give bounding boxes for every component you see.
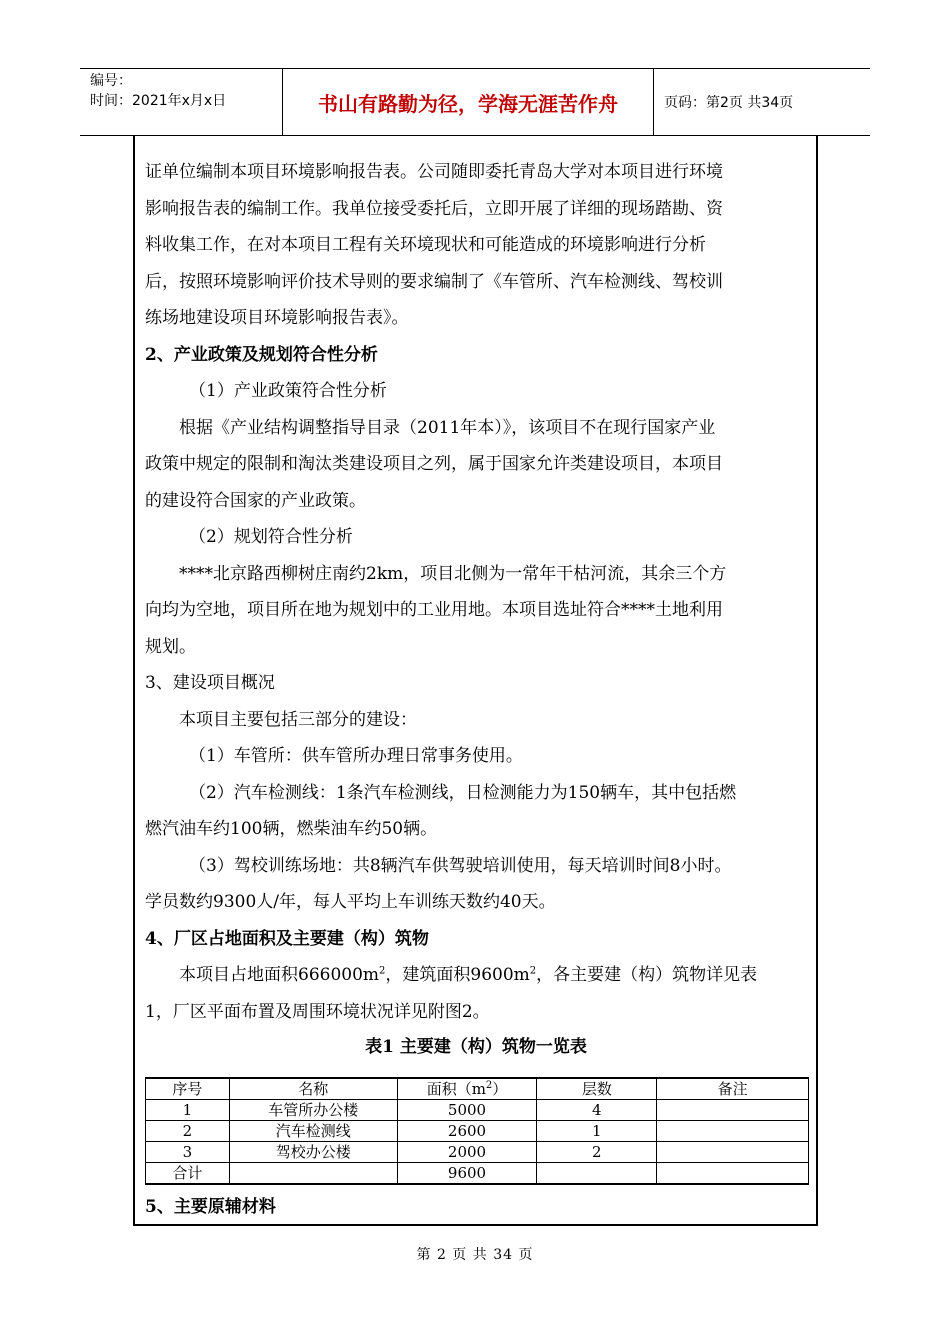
table-row [146,1100,809,1121]
body-line: （3）驾校训练场地：共8辆汽车供驾驶培训使用，每天培训时间8小时。 [189,855,732,876]
cell-index: 3 [146,1142,230,1163]
content-frame [133,136,818,1226]
table-row [146,1142,809,1163]
page-header [80,68,870,136]
cell-index: 1 [146,1100,230,1121]
cell-area: 2600 [397,1121,537,1142]
cell-remark [657,1142,809,1163]
header-meta [80,69,282,135]
cell-remark [657,1163,809,1185]
body-line: 料收集工作，在对本项目工程有关环境现状和可能造成的环境影响进行分析 [145,235,706,255]
table-total-row [146,1163,809,1185]
body-line: 练场地建设项目环境影响报告表》。 [145,308,409,328]
section-heading: 4、厂区占地面积及主要建（构）筑物 [145,928,429,949]
body-line: 规划。 [145,636,196,657]
col-header-floors: 层数 [537,1078,657,1100]
cell-floors: 2 [537,1142,657,1163]
cell-index: 2 [146,1121,230,1142]
body-line: 学员数约9300人/年，每人平均上车训练天数约40天。 [145,892,556,912]
body-line: 向均为空地，项目所在地为规划中的工业用地。本项目选址符合****土地利用 [145,600,723,620]
cell-area: 5000 [397,1100,537,1121]
document-body [145,154,807,1064]
cell-name: 车管所办公楼 [229,1100,397,1121]
body-line: 的建设符合国家的产业政策。 [145,490,366,511]
col-header-remark: 备注 [657,1078,809,1100]
section-heading-materials: 5、主要原辅材料 [145,1197,276,1217]
cell-area: 2000 [397,1142,537,1163]
body-line-area: 本项目占地面积$666000m^2$，建筑面积$9600m^2$，各主要建（构）筑物详见表 [179,965,758,985]
cell-remark [657,1100,809,1121]
buildings-table [145,1077,809,1185]
body-line: ****北京路西柳树庄南约2km，项目北侧为一常年干枯河流，其余三个方 [179,563,727,584]
table-header-row [146,1078,809,1100]
body-line: （1）车管所：供车管所办理日常事务使用。 [189,746,523,766]
body-line: 本项目主要包括三部分的建设： [179,709,417,730]
time-label: 时间：2021年x月x日 [90,93,227,109]
body-line: （2）规划符合性分析 [189,527,353,547]
body-line: 证单位编制本项目环境影响报告表。公司随即委托青岛大学对本项目进行环境 [145,162,723,182]
cell-area: 9600 [397,1163,537,1185]
table-caption: 表1 主要建（构）筑物一览表 [365,1037,587,1057]
col-header-area: 面积$(m^2)$ [397,1078,537,1100]
body-line: 1，厂区平面布置及周围环境状况详见附图2。 [145,1001,490,1022]
body-line: （1）产业政策符合性分析 [189,381,387,401]
body-line: 影响报告表的编制工作。我单位接受委托后，立即开展了详细的现场踏勘、资 [145,198,723,219]
col-header-name: 名称 [229,1078,397,1100]
page-footer: 第 2 页 共 34 页 [416,1247,534,1263]
cell-name [229,1163,397,1185]
section-heading: 2、产业政策及规划符合性分析 [145,344,378,365]
cell-name: 汽车检测线 [229,1121,397,1142]
header-page-info: 页码：第2页 共34页 [664,95,794,111]
body-line: 政策中规定的限制和淘汰类建设项目之列，属于国家允许类建设项目，本项目 [145,454,723,474]
body-line: 燃汽油车约100辆，燃柴油车约50辆。 [145,819,438,839]
body-line: （2）汽车检测线：1条汽车检测线，日检测能力为150辆车，其中包括燃 [189,782,737,803]
cell-floors: 1 [537,1121,657,1142]
cell-floors: 4 [537,1100,657,1121]
cell-floors [537,1163,657,1185]
body-line: 根据《产业结构调整指导目录（2011年本）》，该项目不在现行国家产业 [179,417,716,438]
table-row [146,1121,809,1142]
header-motto: 书山有路勤为径，学海无涯苦作舟 [282,69,654,135]
serial-label: 编号： [90,73,132,89]
body-line: 3、建设项目概况 [145,673,275,693]
cell-remark [657,1121,809,1142]
col-header-index: 序号 [146,1078,230,1100]
cell-index: 合计 [146,1163,230,1185]
cell-name: 驾校办公楼 [229,1142,397,1163]
body-line: 后，按照环境影响评价技术导则的要求编制了《车管所、汽车检测线、驾校训 [145,271,723,292]
